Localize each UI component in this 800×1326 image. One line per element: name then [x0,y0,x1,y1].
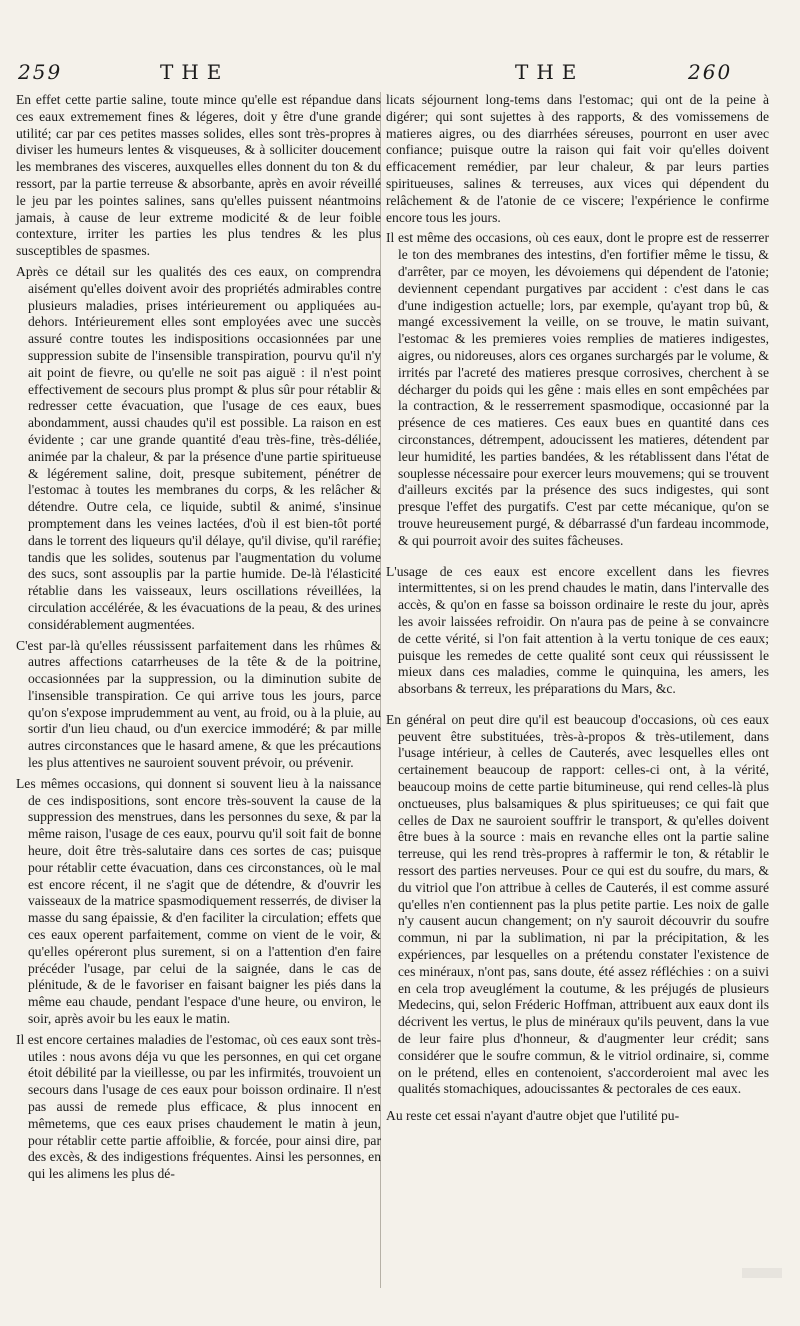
right-column [386,92,769,1129]
left-column [16,92,381,1187]
paragraph: Il est encore certaines maladies de l'estomac, où ces eaux sont très-utiles : nous avons déja vu que les personnes, en qui cet organe étoit débilité par la vieillesse, ou par les infirmités, trouvoient un secours dans l'usage de ces eaux pour boisson ordinaire. Il n'est pas aussi de remede plus efficace, & plus innocent en mêmetems, que ces eaux prises chaudement le matin à jeun, pour rétablir cette partie affoiblie, & forcée, pour ainsi dire, par des excès, & des indigestions fréquentes. Ainsi les personnes, en qui les alimens les plus dé- [16,1031,381,1182]
page-header [0,60,800,94]
paragraph: En général on peut dire qu'il est beaucoup d'occasions, où ces eaux peuvent être substituées, très-à-propos & très-utilement, dans l'usage intérieur, à celles de Cauterés, avec lesquelles elles ont certainement beaucoup de rapport: celles-ci ont, à la vérité, beaucoup moins de cette partie bitumineuse, qui rend celles-là plus onctueuses, plus balsamiques & plus spiritueuses; ce qui fait que celles de Dax ne sauroient souffrir le transport, & qu'elles doivent être bues à la source : mais en revanche elles ont la partie saline terreuse, qui les rend très-propres à raffermir le ton, & rétablir le ressort des parties nerveuses. Pour ce qui est du soufre, du mars, & du vitriol que l'on attribue à celles de Cauterés, il est comme assuré qu'elles n'en contiennent pas la plus petite partie. Les noix de galle n'y causent aucun changement; on n'y sauroit découvrir du soufre commun, ni par la sublimation, ni par la précipitation, & les expériences, par lesquelles on a prétendu constater l'existence de ces minéraux, n'ont pas, sans doute, été assez réfléchies : on a suivi en cela trop aveuglément la coutume, & les préjugés de plusieurs Medecins, qui, selon Fréderic Hoffman, attribuent aux eaux dont ils décrivent les vertus, le plus de minéraux qu'ils peuvent, dans la vue de leur faire plus d'honneur, & d'augmenter leur crédit; sans considérer que le soufre commun, & le vitriol ordinaire, si, comme on le prétend, elles en contenoient, s'accorderoient mal avec les qualités stomachiques, adoucissantes & pectorales de ces eaux. [386,711,769,1097]
paragraph: licats séjournent long-tems dans l'estomac; qui ont de la peine à digérer; qui sont sujettes à des rapports, & des vomissemens de matieres aigres, ou des diarrhées séreuses, pourront en user avec confiance; puisque outre la raison qui fait voir qu'elles doivent efficacement remédier, par leur chaleur, & par leurs parties spiritueuses, salines & terreuses, aux vices qui dépendent du relâchement & de l'atonie de ce viscere; l'expérience le confirme encore tous les jours. [386,92,769,225]
running-head-right: THE [515,60,585,84]
spacer [386,554,769,564]
running-head-left: THE [160,60,230,84]
paragraph: Au reste cet essai n'ayant d'autre objet que l'utilité pu- [386,1108,680,1124]
paragraph: Les mêmes occasions, qui donnent si souvent lieu à la naissance de ces indispositions, sont encore très-souvent la cause de la suppression des menstrues, dans les personnes du sexe, & par la même raison, l'usage de ces eaux, pourvu qu'il soit fait de bonne heure, doit être très-salutaire dans ces sortes de cas; puisque pour rétablir cette évacuation, dans ces circonstances, où le mal est encore récent, il ne s'agit que de détendre, & d'ouvrir les vaisseaux de la matrice spasmodiquement resserrés, de diviser la masse du sang épaissie, & d'en faciliter la circulation; effets que ces eaux operent parfaitement, comme on vient de le voir, & qu'elles opéreront plus surement, si on a l'attention d'en faire précéder l'usage, par celui de la saignée, dans le cas de plénitude, & de le favoriser en faisant baigner les piés dans la même eau chaude, pendant l'espace d'une heure, ou environ, le soir, après avoir bu les eaux le matin. [16,775,381,1027]
page-number-right: 260 [688,60,733,84]
paragraph: Il est même des occasions, où ces eaux, dont le propre est de resserrer le ton des membranes des intestins, d'en fortifier même le tissu, & d'arrêter, par ce moyen, les dévoiemens qui dépendent de l'atonie; deviennent cependant purgatives par accident : c'est dans le cas d'une indigestion actuelle; lors, par exemple, qu'ayant trop bû, & mangé excessivement la veille, on se trouve, le matin suivant, l'estomac & les premieres voies remplies de matieres indigestes, aigres, ou nidoreuses, alors ces organes surchargés par le volume, & irrités par l'acreté des matieres presque corrosives, cherchent à se décharger du poids qui les gêne : mais elles en sont empêchées par la contraction, & le resserrement spasmodique, occasionné par la présence de ces matieres. Ces eaux bues en quantité dans ces circonstances, détrempent, adoucissent les matieres, détendent par leur humidité, les parties bandées, & les rétablissent dans l'état de souplesse nécessaire pour exercer leurs mouvemens; qui se trouvent d'ailleurs excités par la présence des sucs indigestes, qui sont presque l'effet des purgatifs. C'est par cette mécanique, qu'on se trouve heureusement purgé, & débarrassé d'un fardeau incommode, & qui pourroit avoir des suites fâcheuses. [386,230,769,548]
paragraph: En effet cette partie saline, toute mince qu'elle est répandue dans ces eaux extremement fines & légeres, doit y être d'une grande utilité; car par ces petites masses solides, elles sont très-propres à diviser les humeurs lentes & visqueuses, & à solliciter doucement les membranes des visceres, auxquelles elles donnent du ton & du ressort, par la partie terreuse & absorbante, après en avoir réveillé le jeu par les pointes salines, sans qu'elles puissent néantmoins jamais, à cause de leur extreme modicité & de leur foible contexture, irriter les parties les plus tendres & les plus susceptibles de spasmes. [16,92,381,259]
paragraph: L'usage de ces eaux est encore excellent dans les fievres intermittentes, si on les prend chaudes le matin, dans l'intervalle des accès, & qu'on en fasse sa boisson ordinaire le reste du jour, après les avoir laissées refroidir. On n'aura pas de peine à se convaincre de cette vérité, si l'on fait attention à la vertu tonique de ces eaux; puisque les remedes de cette qualité sont ceux qui réussissent le mieux dans ces maladies, comme le quinquina, les amers, les absorbans & terreux, les préparations du Mars, &c. [386,563,769,697]
page-stain [742,1268,782,1278]
paragraph: Après ce détail sur les qualités des ces eaux, on comprendra aisément qu'elles doivent avoir des propriétés admirables contre plusieurs maladies, prises intérieurement ou appliquées au-dehors. Intérieurement elles sont employées avec une succès assuré contre toutes les indispositions occasionnées par une suppression subite de l'insensible transpiration, pourvu qu'il n'y ait point de fievre, ou qu'elle ne soit pas aiguë : il n'est point effectivement de secours plus prompt & plus sûr pour rétablir & redresser cette évacuation, que l'usage de ces eaux, bues abondamment, aussi chaudes qu'il est possible. La raison en est évidente ; car une grande quantité d'eau très-fine, très-déliée, animée par la chaleur, & par la présence d'une partie spiritueuse & légérement saline, doit, presque subitement, pénétrer de l'estomac à toutes les membranes du corps, & les relâcher & détendre. Outre cela, ce liquide, subtil & animé, s'insinue promptement dans les veines lactées, d'où il est bien-tôt porté dans le torrent des liqueurs qu'il délaye, qu'il divise, qu'il raréfie; tandis que les solides, soutenus par l'augmentation du volume des sucs, sont assouplis par la partie humide. De-là l'élasticité rétablie dans les vaisseaux, leurs oscillations réveillées, la circulation accélérée, & les évacuations de la peau, & des urines considérablement augmentées. [16,263,381,632]
paragraph: C'est par-là qu'elles réussissent parfaitement dans les rhûmes & autres affections catarrheuses de la tête & de la poitrine, occasionnées par la suppression, ou la diminution subite de l'insensible transpiration. Ce qui arrive tous les jours, parce qu'on s'expose imprudemment au vent, au froid, ou à la pluie, au sortir d'un lieu chaud, ou d'un exercice immodéré; & par mille autres circonstances que le hasard amene, & que les précautions les plus attentives ne sauroient souvent prévoir, ou prévenir. [16,637,381,771]
page-number-left: 259 [18,60,63,84]
spacer [386,702,769,712]
